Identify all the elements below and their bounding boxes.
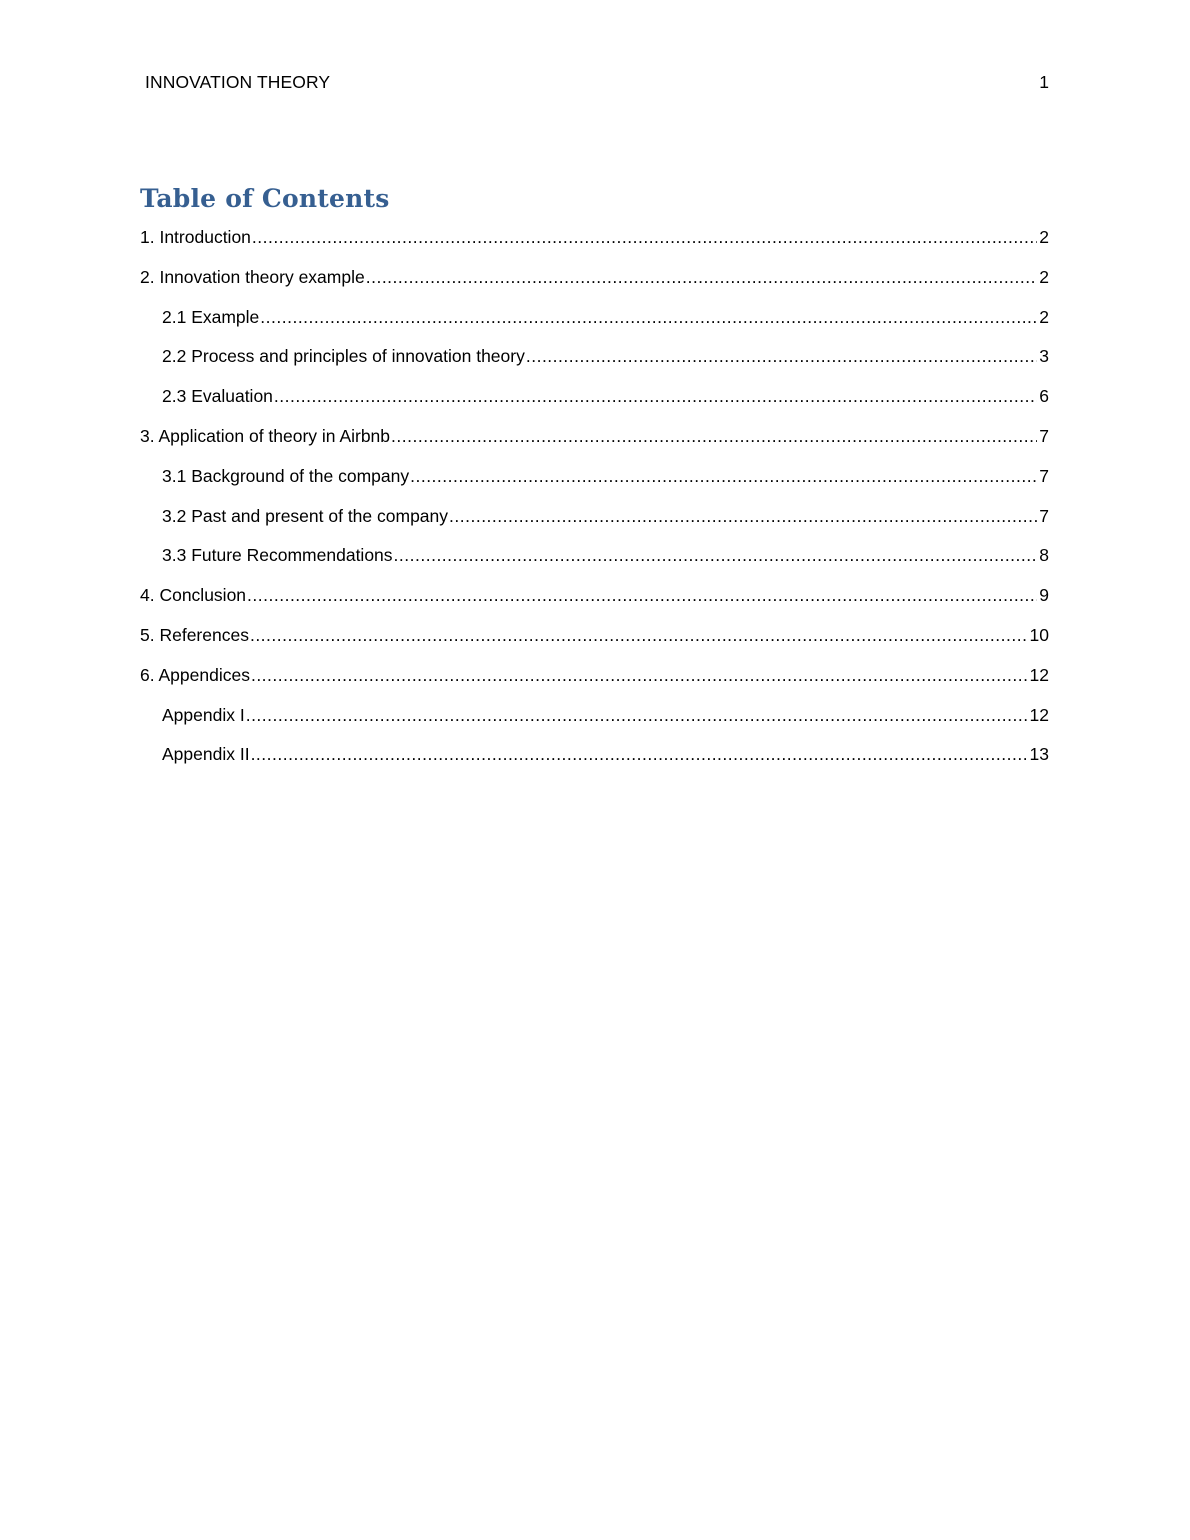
toc-entry-title: Appendix I [162,704,245,725]
toc-entry-title: 2.1 Example [162,306,260,327]
toc-entry-page-number: 7 [1039,465,1049,486]
toc-dot-leader [526,343,1037,369]
running-head: INNOVATION THEORY [145,72,331,92]
toc-entry-page-number: 7 [1039,425,1049,446]
toc-dot-leader [251,741,1028,767]
toc-entry[interactable] [140,224,1049,264]
toc-dot-leader [250,622,1028,648]
toc-entry[interactable] [140,542,1049,582]
toc-entry[interactable] [140,304,1049,344]
toc-dot-leader [449,503,1037,529]
toc-entry[interactable] [140,463,1049,503]
table-of-contents [140,224,1049,781]
toc-entry-page-number: 2 [1039,266,1049,287]
toc-entry-page-number: 8 [1039,545,1049,566]
toc-entry-title: 3.1 Background of the company [162,465,410,486]
toc-dot-leader [252,224,1037,250]
toc-entry-title: 2.3 Evaluation [162,386,273,407]
toc-dot-leader [391,423,1037,449]
toc-entry-title: 4. Conclusion [140,585,247,606]
toc-entry-page-number: 9 [1039,585,1049,606]
toc-dot-leader [274,383,1037,409]
toc-entry-page-number: 13 [1029,744,1049,765]
toc-entry[interactable] [140,503,1049,543]
toc-entry-title: 3. Application of theory in Airbnb [140,425,391,446]
toc-dot-leader [410,463,1037,489]
toc-entry[interactable] [140,662,1049,702]
toc-entry-title: Appendix II [162,744,250,765]
toc-entry-title: 3.3 Future Recommendations [162,545,393,566]
toc-entry[interactable] [140,423,1049,463]
toc-entry[interactable] [140,622,1049,662]
toc-entry-title: 1. Introduction [140,227,251,247]
toc-dot-leader [247,582,1037,608]
toc-dot-leader [251,662,1028,688]
toc-entry-page-number: 7 [1039,505,1049,526]
toc-dot-leader [246,702,1028,728]
toc-dot-leader [366,264,1038,290]
toc-entry[interactable] [140,383,1049,423]
toc-entry-title: 3.2 Past and present of the company [162,505,449,526]
toc-entry-page-number: 10 [1029,624,1049,645]
toc-entry-title: 5. References [140,624,249,645]
toc-entry[interactable] [140,702,1049,742]
toc-entry-page-number: 2 [1039,227,1049,247]
toc-entry[interactable] [140,343,1049,383]
toc-entry-page-number: 2 [1039,306,1049,327]
toc-entry-title: 2. Innovation theory example [140,266,365,287]
toc-entry-page-number: 3 [1039,346,1049,367]
toc-dot-leader [394,542,1038,568]
toc-entry-page-number: 12 [1029,704,1049,725]
toc-dot-leader [260,304,1037,330]
toc-entry-page-number: 6 [1039,386,1049,407]
toc-entry[interactable] [140,582,1049,622]
page-number: 1 [1039,72,1049,92]
toc-entry-page-number: 12 [1029,664,1049,685]
toc-entry[interactable] [140,741,1049,781]
toc-entry-title: 6. Appendices [140,664,250,685]
toc-entry-title: 2.2 Process and principles of innovation theory [162,346,525,367]
toc-entry[interactable] [140,264,1049,304]
toc-heading: Table of Contents [140,184,390,213]
